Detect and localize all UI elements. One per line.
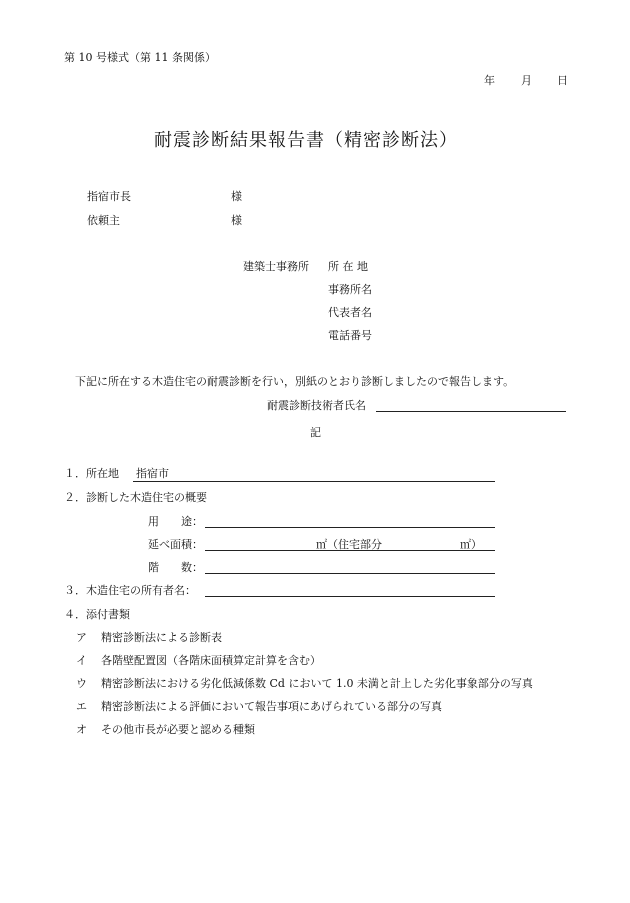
owner-label: ３．木造住宅の所有者名： [64,584,196,597]
office-name-label: 事務所名 [328,283,372,296]
engineer-name-line[interactable] [376,411,566,412]
addressee-client: 依頼主 [87,214,120,227]
engineer-name-label: 耐震診断技術者氏名 [267,399,366,412]
report-statement: 下記に所在する木造住宅の耐震診断を行い，別紙のとおり診断しましたので報告します。 [75,375,515,388]
attachments-label: ４．添付書類 [64,608,130,621]
date-day-label: 日 [557,74,568,87]
attachment-text: 精密診断法による評価において報告事項にあげられている部分の写真 [101,700,442,713]
floor-area-line[interactable] [205,550,495,551]
floors-line[interactable] [205,573,495,574]
office-representative-label: 代表者名 [328,306,372,319]
office-phone-label: 電話番号 [328,329,372,342]
floors-label: 階 数： [148,561,203,574]
addressee-mayor-honorific: 様 [231,190,242,203]
floor-area-label: 延べ面積： [148,538,203,551]
attachment-mark: ウ [76,677,87,690]
floor-area-unit-close: ㎡） [460,538,482,551]
addressee-client-honorific: 様 [231,214,242,227]
date-month-label: 月 [521,74,532,87]
addressee-mayor: 指宿市長 [87,190,131,203]
attachment-mark: ア [76,631,87,644]
item-location-value: 指宿市 [136,467,169,480]
form-number: 第 10 号様式（第 11 条関係） [64,51,216,64]
attachment-text: 精密診断法における劣化低減係数 Cd において 1.0 未満と計上した劣化事象部分の写真 [101,677,533,690]
date-year-label: 年 [484,74,495,87]
page-title: 耐震診断結果報告書（精密診断法） [154,130,458,151]
attachment-mark: エ [76,700,87,713]
use-line[interactable] [205,527,495,528]
attachment-text: 精密診断法による診断表 [101,631,222,644]
attachment-mark: オ [76,723,87,736]
item-location-line[interactable] [133,481,495,482]
item-location-label: １．所在地 [64,467,119,480]
office-heading: 建築士事務所 [243,260,309,273]
ki-label: 記 [310,426,321,439]
attachment-text: 各階壁配置図（各階床面積算定計算を含む） [101,654,321,667]
attachment-mark: イ [76,654,87,667]
item-overview-label: ２．診断した木造住宅の概要 [64,491,207,504]
use-label: 用 途： [148,515,203,528]
attachment-text: その他市長が必要と認める種類 [101,723,255,736]
office-address-label: 所 在 地 [328,260,368,273]
owner-line[interactable] [205,596,495,597]
floor-area-unit-house: ㎡（住宅部分 [316,538,382,551]
